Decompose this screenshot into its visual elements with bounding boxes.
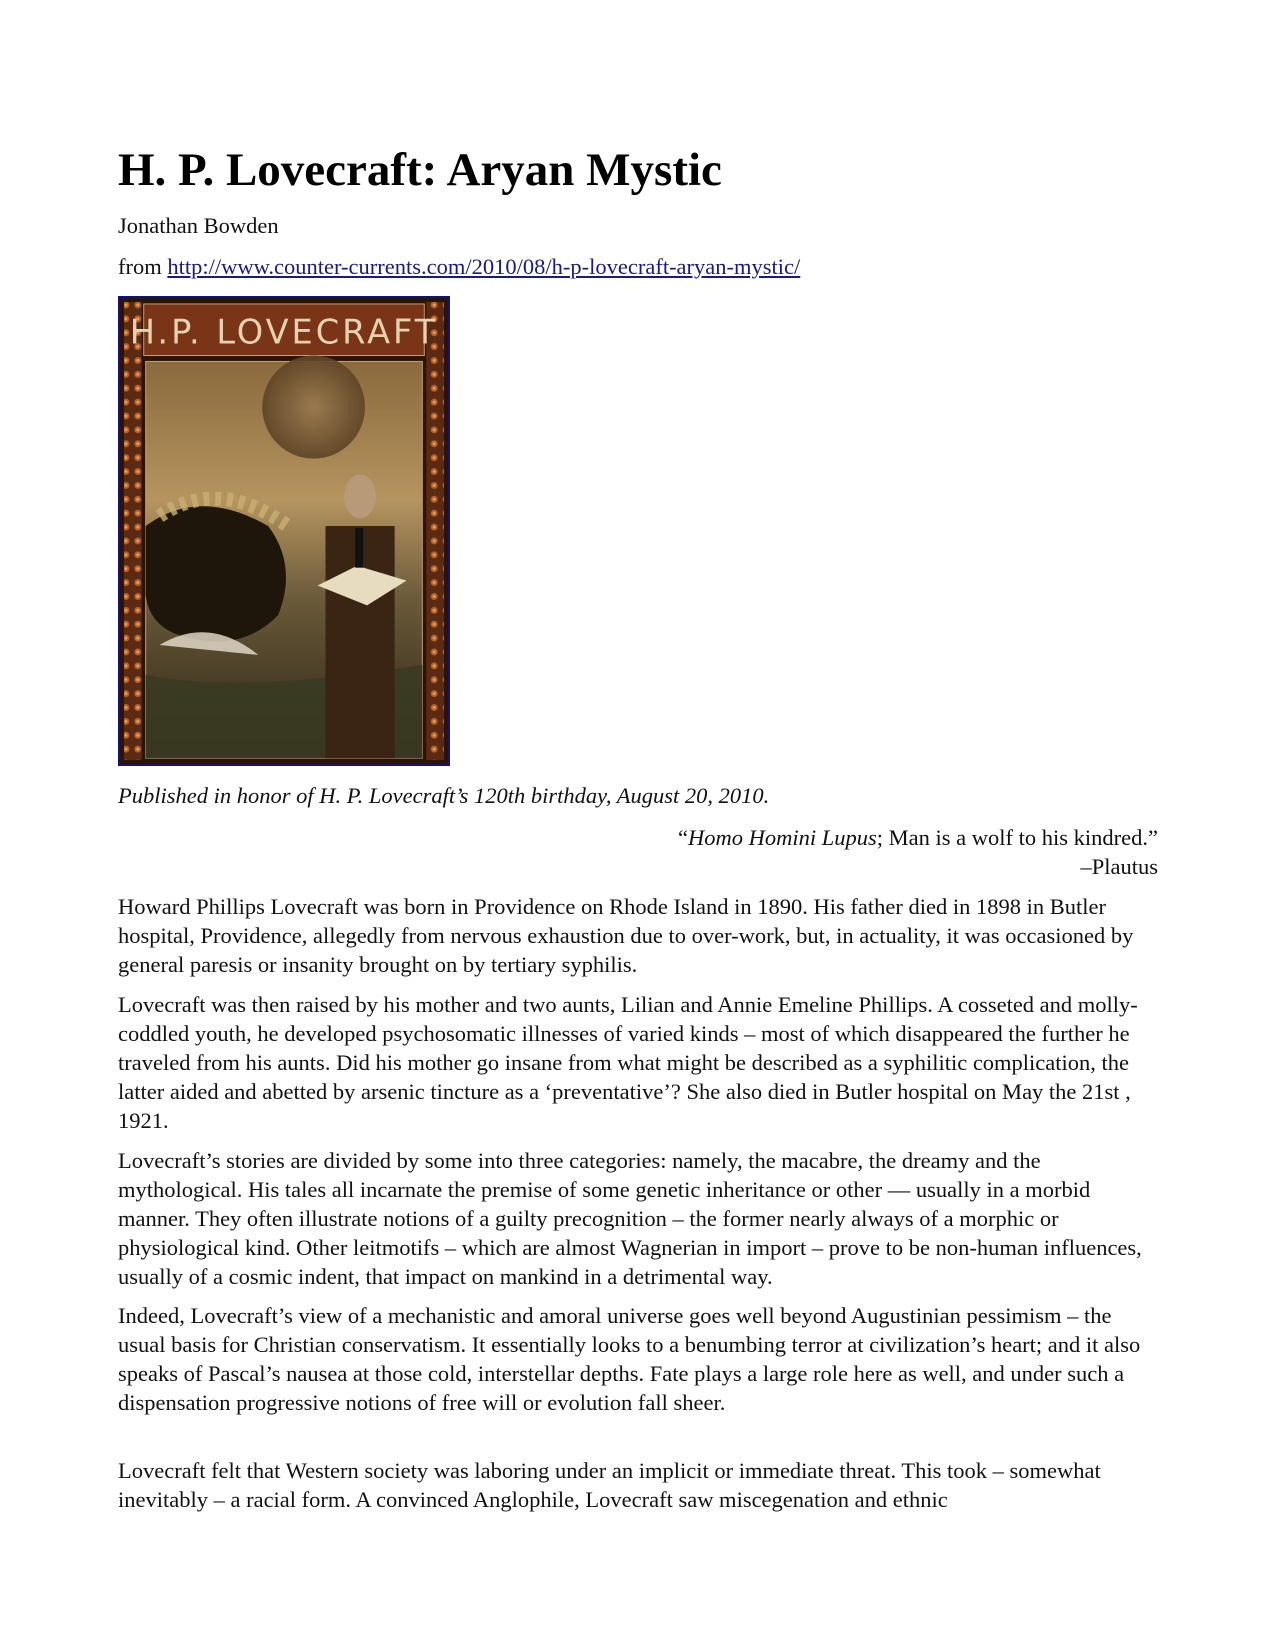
publication-caption: Published in honor of H. P. Lovecraft’s 120th birthday, August 20, 2010. [118,783,770,808]
body-paragraph: Indeed, Lovecraft’s view of a mechanistic and amoral universe goes well beyond Augustinian pessimism – the usual basis for Christian conservatism. It essentially looks to a benumbing terror at civilization’s heart; and it also speaks of Pascal’s nausea at those cold, interstellar depths. Fate plays a large role here as well, and under such a dispensation progressive notions of free will or evolution fall sheer. [118,1303,1141,1415]
body-paragraph: Lovecraft felt that Western society was laboring under an implicit or immediate threat. This took – somewhat inevitably – a racial form. A convinced Anglophile, Lovecraft saw miscegenation and ethnic [118,1458,1101,1512]
page-title: H. P. Lovecraft: Aryan Mystic [118,144,722,196]
epigraph-latin: Homo Homini Lupus [688,825,877,850]
cover-illustration [120,298,448,764]
body-paragraph: Lovecraft’s stories are divided by some into three categories: namely, the macabre, the dreamy and the mythological. His tales all incarnate the premise of some genetic inheritance or other — usually in a morbid manner. They often illustrate notions of a guilty precognition – the former nearly always of a morphic or physiological kind. Other leitmotifs – which are almost Wagnerian in import – prove to be non-human influences, usually of a cosmic indent, that impact on mankind in a detrimental way. [118,1148,1142,1289]
epigraph-attribution: –Plautus [1080,854,1158,879]
source-line [118,253,800,281]
epigraph [678,823,1158,881]
source-link[interactable]: http://www.counter-currents.com/2010/08/h-p-lovecraft-aryan-mystic/ [167,254,801,279]
body-paragraph: Lovecraft was then raised by his mother and two aunts, Lilian and Annie Emeline Phillips. A cosseted and molly-coddled youth, he developed psychosomatic illnesses of varied kinds – most of which disappeared the further he traveled from his aunts. Did his mother go insane from what might be described as a syphilitic complication, the latter aided and abetted by arsenic tincture as a ‘preventative’? She also died in Butler hospital on May the 21st , 1921. [118,992,1138,1133]
book-cover-image [118,296,450,766]
epigraph-quote: “Homo Homini Lupus; Man is a wolf to his kindred.” [678,825,1158,850]
body-paragraph: Howard Phillips Lovecraft was born in Providence on Rhode Island in 1890. His father died in 1898 in Butler hospital, Providence, allegedly from nervous exhaustion due to over-work, but, in actuality, it was occasioned by general paresis or insanity brought on by tertiary syphilis. [118,894,1134,977]
author-name: Jonathan Bowden [118,213,279,238]
svg-text:H.P. LOVECRAFT: H.P. LOVECRAFT [129,312,439,352]
source-prefix: from [118,254,162,279]
